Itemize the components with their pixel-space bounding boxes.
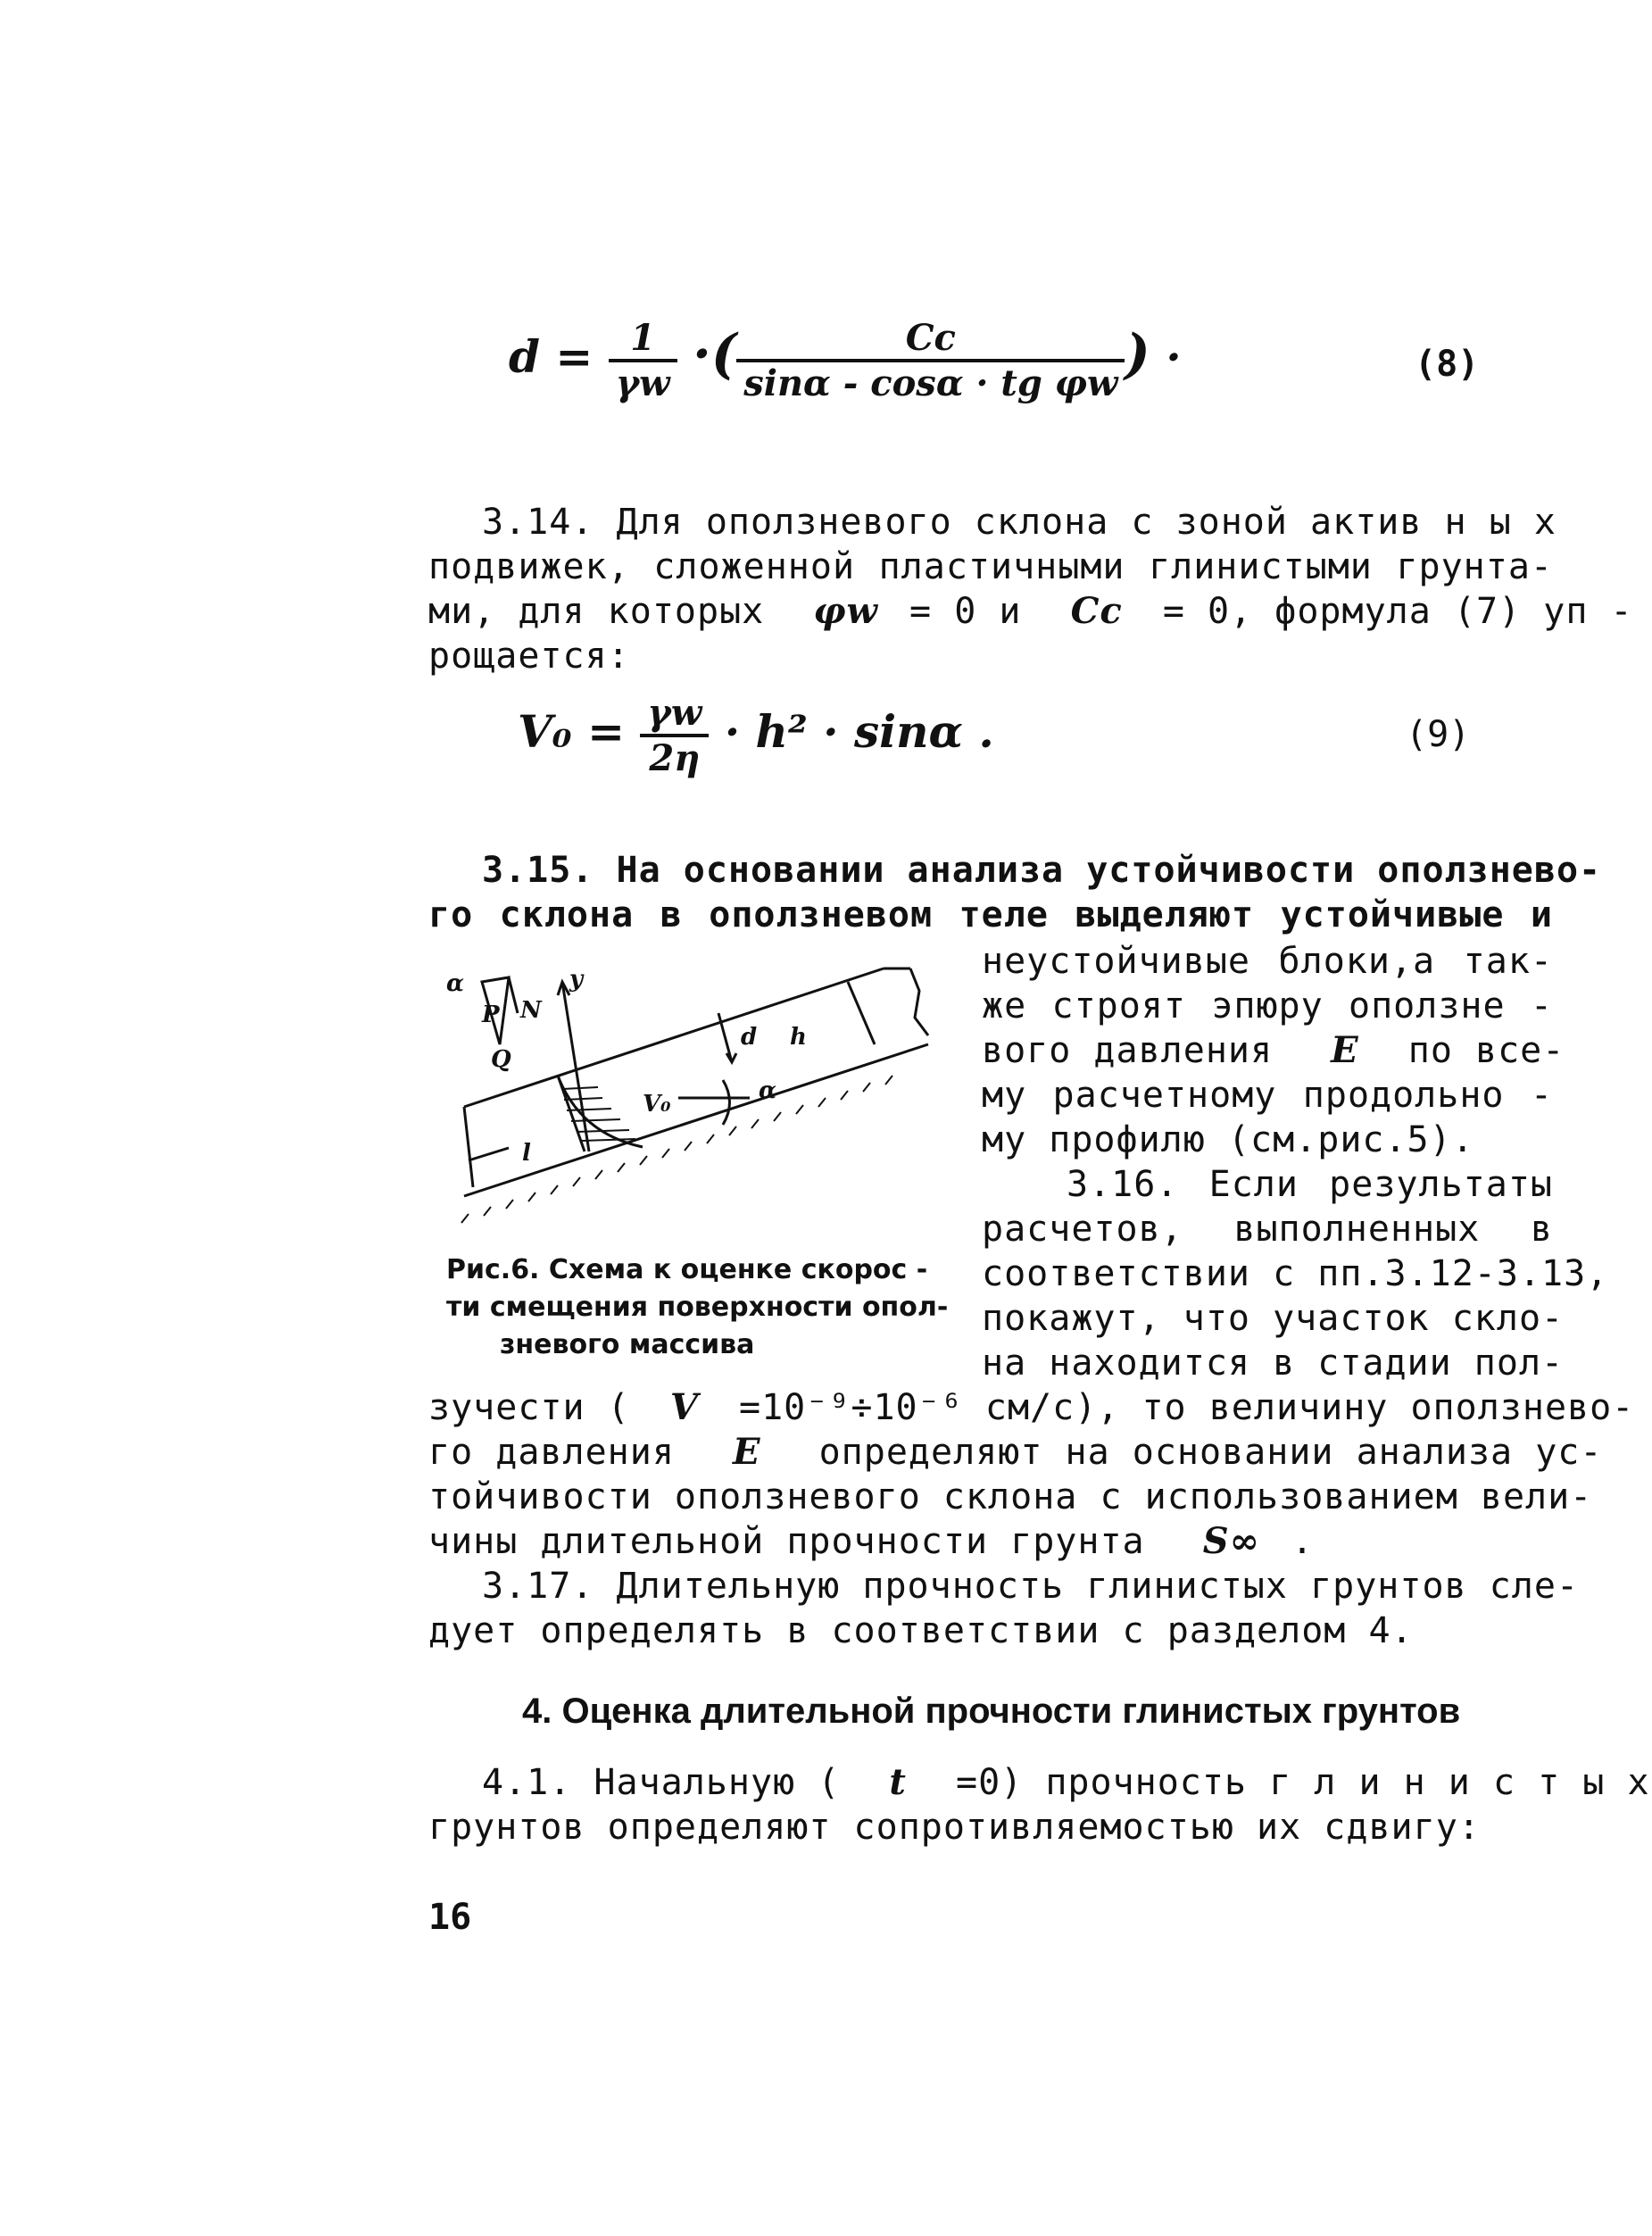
formula-9-lhs: V₀ = <box>518 705 625 758</box>
formula-8-fraction-2 <box>736 317 1125 404</box>
para-3-17-line-2: дует определять в соответствии с разделом 4. <box>428 1610 1414 1651</box>
para-3-14-line-4: рощается: <box>428 636 630 677</box>
formula-9 <box>518 692 994 779</box>
label-alpha-top: α <box>446 970 465 997</box>
para-3-16-line-9-b: . <box>1291 1521 1315 1562</box>
section-4-heading: 4. Оценка длительной прочности глинистых грунтов <box>522 1692 1461 1731</box>
equation-number-9: (9) <box>1406 714 1471 755</box>
para-3-16-line-6 <box>428 1385 1635 1430</box>
para-3-16-line-3: соответствии с пп.3.12-3.13, <box>982 1253 1609 1294</box>
figure-6-diagram <box>428 946 964 1241</box>
symbol-phi-w: φw <box>813 590 878 632</box>
formula-9-frac-num: γw <box>640 692 709 737</box>
slope-top-surface <box>464 968 884 1107</box>
para-3-15-line-1: 3.15. На основании анализа устойчивости оползнево- <box>482 850 1602 891</box>
para-3-16-line-4: покажут, что участок скло- <box>982 1298 1565 1339</box>
para-3-15-line-4: же строят эпюру оползне - <box>982 985 1553 1027</box>
force-n-vector <box>509 977 518 1013</box>
para-3-16-line-6-a: зучести ( <box>428 1387 630 1428</box>
para-4-1-line-1 <box>428 1760 1650 1805</box>
formula-8-lhs: d = <box>509 330 594 383</box>
caption-line-3: зневого массива <box>500 1329 755 1360</box>
label-p: P <box>482 1002 500 1028</box>
label-d: d <box>741 1024 758 1051</box>
label-l: l <box>522 1140 531 1167</box>
para-4-1-line-1-b: =0) прочность г л и н и с т ы х <box>955 1762 1650 1803</box>
para-3-15-line-7: му профилю (см.рис.5). <box>982 1119 1474 1160</box>
label-q: Q <box>491 1046 511 1073</box>
formula-8-frac2-num: Cc <box>736 317 1125 362</box>
label-n: N <box>520 997 542 1024</box>
para-3-16-line-9-a: чины длительной прочности грунта <box>428 1521 1145 1562</box>
symbol-t: t <box>889 1761 907 1803</box>
label-y: y <box>569 966 584 993</box>
formula-9-frac-den: 2η <box>649 737 701 779</box>
symbol-s-infinity: S∞ <box>1202 1520 1260 1562</box>
para-4-1-line-1-a: 4.1. Начальную ( <box>482 1762 841 1803</box>
formula-8-dot: ·( <box>692 323 737 386</box>
formula-8-tail: · <box>1166 330 1182 383</box>
formula-8-frac1-num: 1 <box>609 317 677 362</box>
page-number: 16 <box>428 1897 472 1938</box>
slip-plane <box>464 1044 928 1196</box>
l-dimension <box>469 1148 509 1160</box>
right-boundary <box>910 968 928 1035</box>
para-3-16-line-9 <box>428 1519 1553 1564</box>
para-3-14-line-3-c: = 0, формула (7) уп - <box>1162 591 1633 632</box>
para-3-16-line-7 <box>428 1430 1603 1475</box>
para-3-14-line-3-b: = 0 и <box>909 591 1022 632</box>
para-3-14-line-2: подвижек, сложенной пластичными глинистыми грунта- <box>428 546 1553 587</box>
equation-number-8: (8) <box>1415 344 1480 385</box>
formula-9-rest: · h² · sinα . <box>724 705 994 758</box>
para-3-16-line-5: на находится в стадии пол- <box>982 1342 1565 1384</box>
para-3-15-line-5-b: по все- <box>1407 1030 1565 1071</box>
caption-line-2: ти смещения поверхности опол- <box>446 1292 949 1323</box>
para-3-15-line-2: го склона в оползневом теле выделяют устойчивые и <box>428 894 1553 935</box>
formula-8-frac2-den: sinα - cosα · tg φw <box>743 362 1118 404</box>
lower-boundary <box>464 1107 473 1187</box>
caption-line-1: Рис.6. Схема к оценке скорос - <box>446 1254 928 1285</box>
para-3-16-line-8: тойчивости оползневого склона с использованием вели- <box>428 1476 1593 1517</box>
label-v0: V₀ <box>643 1091 671 1118</box>
label-h: h <box>790 1024 807 1051</box>
para-4-1-line-2: грунтов определяют сопротивляемостью их сдвигу: <box>428 1807 1481 1848</box>
formula-8-close-paren: ) <box>1125 323 1150 386</box>
symbol-v: V <box>669 1386 699 1428</box>
para-3-17-line-1: 3.17. Длительную прочность глинистых грунтов сле- <box>482 1566 1580 1607</box>
para-3-16-line-6-b: =10⁻⁹÷10⁻⁶ см/с), то величину оползнево- <box>738 1387 1635 1428</box>
symbol-e-2: E <box>733 1431 761 1473</box>
symbol-e: E <box>1331 1029 1359 1071</box>
para-3-16-line-7-b: определяют на основании анализа ус- <box>818 1432 1603 1473</box>
formula-8 <box>509 317 1182 404</box>
alpha-arc <box>723 1080 730 1125</box>
para-3-16-line-2: расчетов, выполненных в <box>982 1209 1553 1250</box>
symbol-c-c: Cc <box>1070 590 1123 632</box>
h-dimension <box>848 982 875 1044</box>
para-3-15-line-3: неустойчивые блоки,а так- <box>982 941 1553 982</box>
label-alpha-slope: α <box>759 1077 777 1104</box>
para-3-16-line-7-a: го давления <box>428 1432 675 1473</box>
para-3-15-line-5 <box>982 1028 1565 1073</box>
formula-9-fraction <box>640 692 709 779</box>
para-3-14-line-3 <box>428 589 1633 634</box>
para-3-16-line-1: 3.16. Если результаты <box>1067 1164 1553 1205</box>
para-3-14-line-3-a: ми, для которых <box>428 591 765 632</box>
figure-6-caption <box>446 1251 948 1364</box>
formula-8-fraction-1 <box>609 317 677 404</box>
para-3-14-line-1: 3.14. Для оползневого склона с зоной актив н ы х <box>482 502 1557 543</box>
para-3-15-line-5-a: вого давления <box>982 1030 1274 1071</box>
para-3-15-line-6: му расчетному продольно - <box>982 1075 1553 1116</box>
formula-8-frac1-den: γw <box>615 362 670 404</box>
